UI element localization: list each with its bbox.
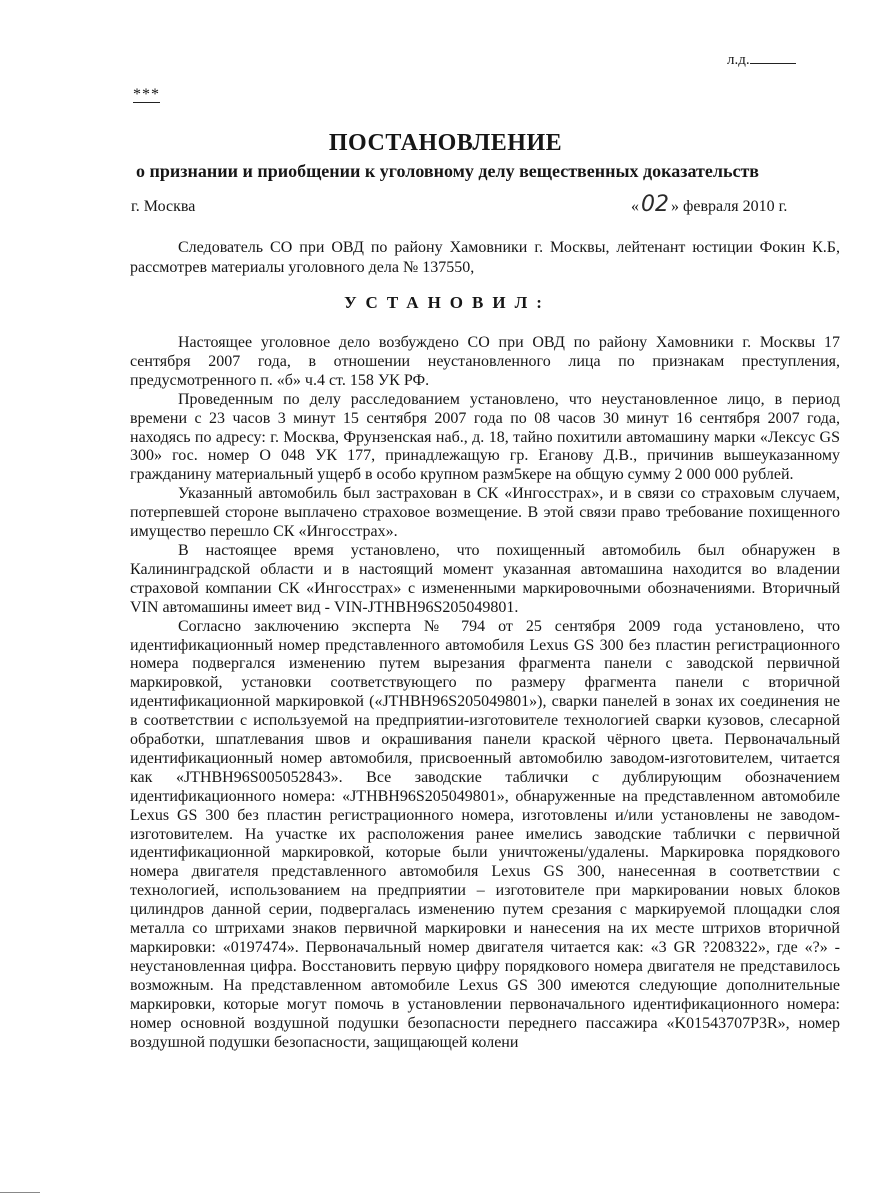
- date-month-year: » февраля 2010 г.: [671, 198, 788, 215]
- established-heading: УСТАНОВИЛ:: [344, 293, 551, 312]
- document-title: ПОСТАНОВЛЕНИЕ: [328, 130, 563, 156]
- handwritten-day: 02: [641, 192, 669, 217]
- place-of-issue: г. Москва: [131, 198, 196, 215]
- case-sheet-blank-line: [750, 50, 796, 64]
- paragraph-car-found: В настоящее время установлено, что похищенный автомобиль был обнаружен в Калининградской области и в настоящий момент указанная автомашина находится во владении страховой компании СК «Ингосстрах» с измененными маркировочными обозначениями. Вторичный VIN автомашины имеет вид - VIN-JTHBH96S205049801.: [130, 541, 840, 616]
- body-text: [130, 334, 840, 1052]
- intro-paragraph: Следователь СО при ОВД по району Хамовники г. Москвы, лейтенант юстиции Фокин К.Б, рассмотрев материалы уголовного дела № 137550,: [130, 239, 840, 276]
- paragraph-insurance: Указанный автомобиль был застрахован в СК «Ингосстрах», и в связи со страховым случаем, потерпевшей стороне выплачено страховое возмещение. В этой связи право требование похищенного имущество перешло СК «Ингосстрах».: [130, 485, 840, 541]
- document-date: [631, 192, 788, 217]
- document-subtitle: о признании и приобщении к уголовному делу вещественных доказательств: [135, 161, 760, 181]
- paragraph-expert-conclusion: Согласно заключению эксперта № 794 от 25 сентября 2009 года установлено, что идентификационный номер представленного автомобиля Lexus GS 300 без пластин регистрационного номера подвергался изменению путем вырезания фрагмента панели с заводской первичной маркировкой, установки соответствующего по размеру фрагмента панели с вторичной идентификационной маркировкой («JTHBH96S205049801»), сварки панелей в зонах их соединения не в соответствии с используемой на предприятии-изготовителе технологией сварки кузовов, слесарной обработки, шпатлевания швов и окрашивания панели краской чёрного цвета. Первоначальный идентификационный номер автомобиля, присвоенный автомобилю заводом-изготовителем, читается как «JTHBH96S005052843». Все заводские таблички с дублирующим обозначением идентификационного номера: «JTHBH96S205049801», обнаруженные на представленном автомобиле Lexus GS 300 без пластин регистрационного номера, изготовлены и/или установлены не заводом-изготовителем. На участке их расположения ранее имелись заводские таблички с первичной идентификационной маркировкой, которые были уничтожены/удалены. Маркировка порядкового номера двигателя представленного автомобиля Lexus GS 300, нанесенная в соответствии с технологией, использованием на предприятии – изготовителе при маркировании новых блоков цилиндров данной серии, подвергалась изменению путем срезания с маркируемой площадки слоя металла со штрихами знаков первичной маркировки и нанесения на их месте штрихов вторичной маркировки: «0197474». Первоначальный номер двигателя читается как: «3 GR ?208322», где «?» - неустановленная цифра. Восстановить первую цифру порядкового номера двигателя не представилось возможным. На представленном автомобиле Lexus GS 300 имеются следующие дополнительные маркировки, которые могут помочь в установлении первоначального идентификационного номера: номер основной воздушной подушки безопасности переднего пассажира «K01543707P3R», номер воздушной подушки безопасности, защищающей колени: [130, 617, 840, 1051]
- case-sheet-number: [727, 50, 796, 69]
- page-edge-mark: [0, 1192, 40, 1193]
- date-open-quote: «: [631, 198, 639, 215]
- paragraph-case-opened: Настоящее уголовное дело возбуждено СО при ОВД по району Хамовники г. Москвы 17 сентября 2007 года, в отношении неустановленного лица по признакам преступления, предусмотренного п. «б» ч.4 ст. 158 УК РФ.: [130, 334, 840, 389]
- paragraph-investigation: Проведенным по делу расследованием установлено, что неустановленное лицо, в период времени с 23 часов 3 минут 15 сентября 2007 года по 08 часов 30 минут 16 сентября 2007 года, находясь по адресу: г. Москва, Фрунзенская наб., д. 18, тайно похитили автомашину марки «Лексус GS 300» гос. номер О 048 УК 177, принадлежащую гр. Еганову Д.В., причинив вышеуказанному гражданину материальный ущерб в особо крупном разм5кере на общую сумму 2 000 000 рублей.: [130, 390, 840, 484]
- case-sheet-label: л.д.: [727, 52, 750, 68]
- header-stars: ***: [133, 86, 160, 103]
